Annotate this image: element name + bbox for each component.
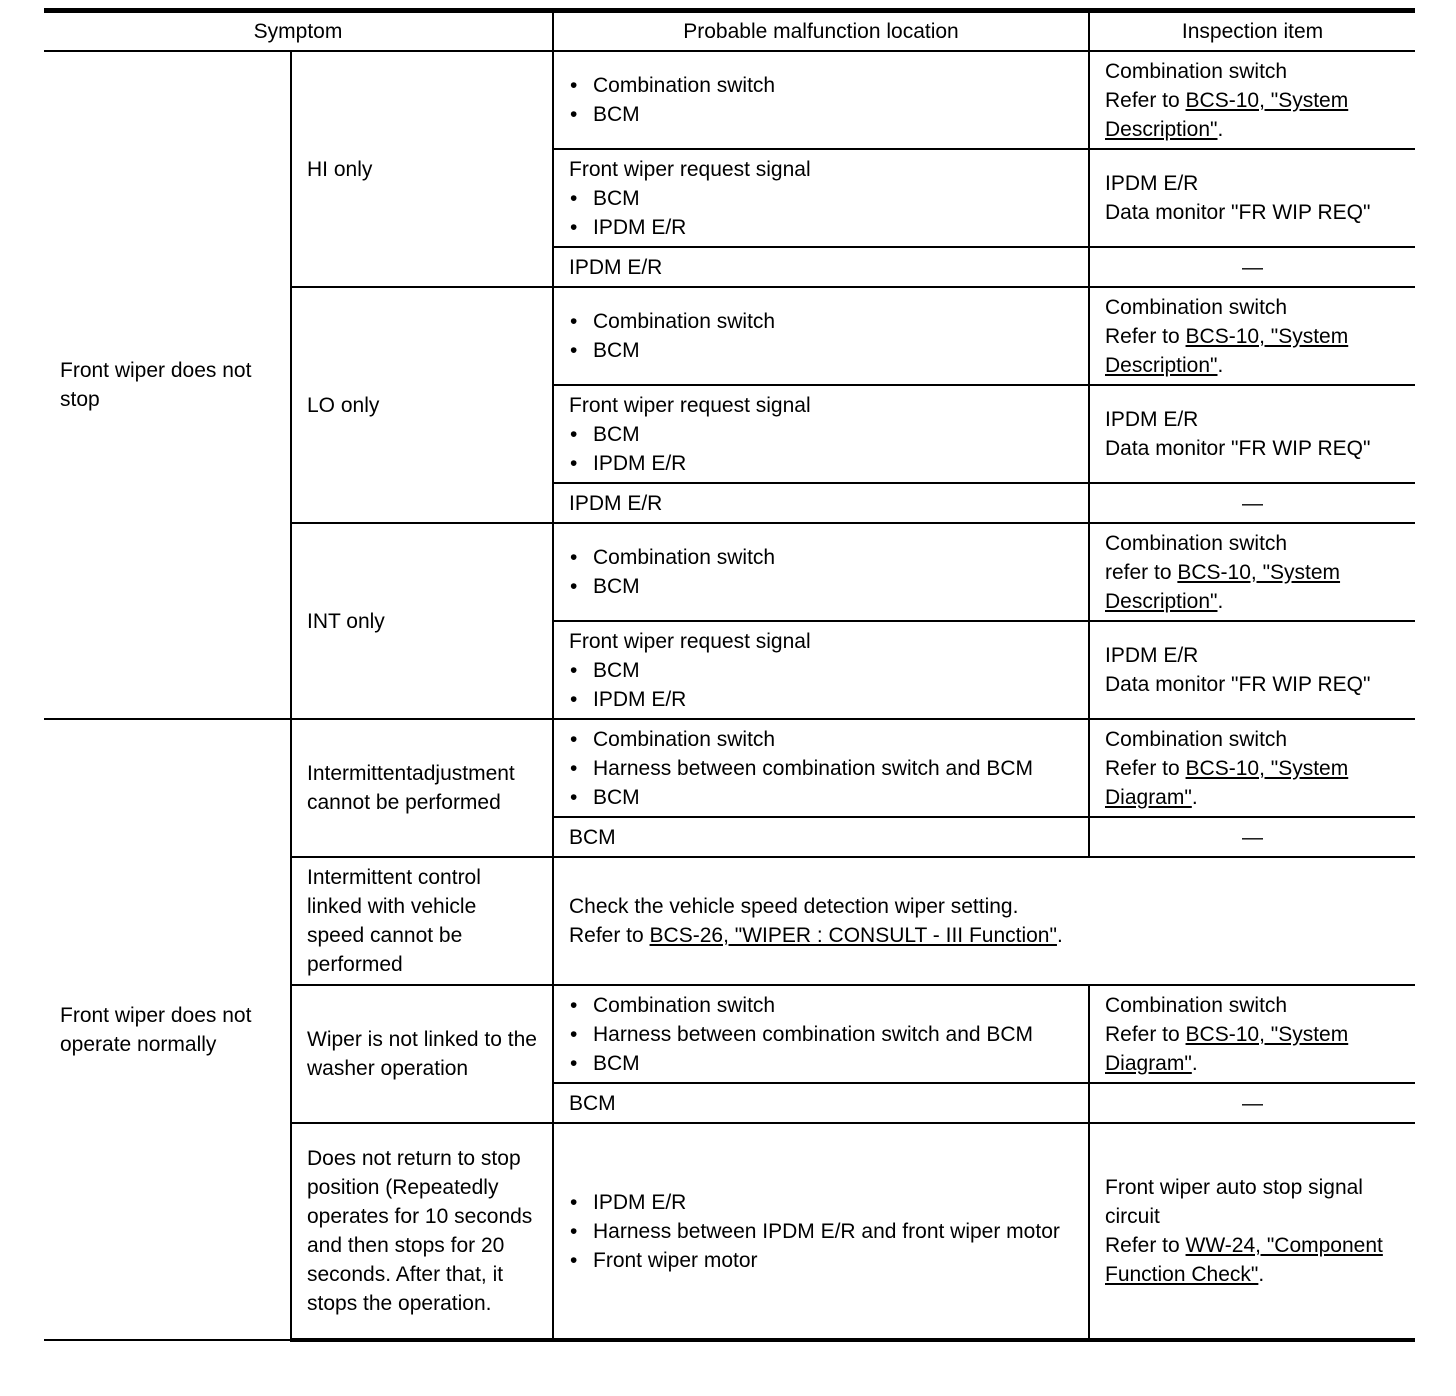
- bullet-item: • IPDM E/R: [569, 1188, 1073, 1217]
- diagnosis-table: [44, 8, 1415, 1342]
- symptom-cell: Front wiper does not stop: [44, 51, 291, 719]
- bullet-item: • IPDM E/R: [569, 685, 1073, 714]
- location-cell: [553, 149, 1089, 247]
- header-row: [44, 11, 1415, 52]
- sub-symptom-cell: Does not return to stop position (Repeatedly operates for 10 seconds and then stops for 20 seconds. After that, it stops the operation.: [291, 1123, 553, 1340]
- suffix-text: .: [1217, 353, 1224, 377]
- inspection-title: Combination switch: [1105, 727, 1288, 751]
- sub-symptom-cell: Intermittent control linked with vehicle speed cannot be performed: [291, 857, 553, 985]
- sub-symptom-cell: HI only: [291, 51, 553, 287]
- bullet-item: • IPDM E/R: [569, 213, 1073, 242]
- location-cell: [553, 51, 1089, 149]
- symptom-cell: Front wiper does not operate normally: [44, 719, 291, 1340]
- bullet-item: • Front wiper motor: [569, 1246, 1073, 1275]
- bullet-item: • Harness between combination switch and BCM: [569, 1020, 1073, 1049]
- refer-text: refer to: [1105, 560, 1178, 584]
- bullet-item: • BCM: [569, 656, 1073, 685]
- inspection-dash: —: [1089, 817, 1415, 857]
- location-cell: [553, 719, 1089, 817]
- bullet-item: • BCM: [569, 783, 1073, 812]
- location-cell: [553, 287, 1089, 385]
- inspection-cell: [1089, 1123, 1415, 1340]
- inspection-cell: [1089, 719, 1415, 817]
- bullet-list: [569, 725, 1073, 812]
- sub-symptom-cell: INT only: [291, 523, 553, 719]
- location-cell: IPDM E/R: [553, 247, 1089, 287]
- location-lead: Front wiper request signal: [569, 629, 811, 653]
- bullet-list: [569, 1188, 1073, 1275]
- suffix-text: .: [1056, 924, 1063, 947]
- refer-text: Refer to: [1105, 324, 1186, 348]
- suffix-text: .: [1191, 785, 1198, 809]
- bullet-item: • Combination switch: [569, 307, 1073, 336]
- location-cell: [553, 523, 1089, 621]
- sub-symptom-cell: Wiper is not linked to the washer operation: [291, 985, 553, 1123]
- refer-text: Refer to: [569, 924, 650, 947]
- inspection-detail: Data monitor "FR WIP REQ": [1105, 673, 1371, 696]
- suffix-text: .: [1217, 589, 1224, 613]
- inspection-cell: [1089, 287, 1415, 385]
- location-cell: BCM: [553, 817, 1089, 857]
- reference-link[interactable]: BCS-10, "System Description": [1105, 324, 1349, 377]
- location-cell: IPDM E/R: [553, 483, 1089, 523]
- inspection-cell: [1089, 523, 1415, 621]
- bullet-list: [569, 991, 1073, 1078]
- refer-text: Refer to: [1105, 1022, 1186, 1046]
- location-lead: Front wiper request signal: [569, 393, 811, 417]
- bullet-item: • BCM: [569, 184, 1073, 213]
- location-cell: [553, 1123, 1089, 1340]
- inspection-cell: [1089, 385, 1415, 483]
- inspection-detail: Data monitor "FR WIP REQ": [1105, 201, 1371, 224]
- inspection-cell: [1089, 621, 1415, 719]
- table-row: [44, 51, 1415, 149]
- refer-text: Refer to: [1105, 1234, 1186, 1257]
- header-symptom: Symptom: [44, 11, 553, 52]
- inspection-cell: [1089, 149, 1415, 247]
- location-lead: Front wiper request signal: [569, 157, 811, 181]
- refer-text: Refer to: [1105, 756, 1186, 780]
- header-probable-location: Probable malfunction location: [553, 11, 1089, 52]
- bullet-item: • Harness between IPDM E/R and front wiper motor: [569, 1217, 1073, 1246]
- bullet-list: [569, 184, 1073, 242]
- inspection-title: IPDM E/R: [1105, 408, 1199, 431]
- bullet-item: • Combination switch: [569, 71, 1073, 100]
- reference-link[interactable]: BCS-10, "System Description": [1105, 88, 1349, 141]
- header-inspection-item: Inspection item: [1089, 11, 1415, 52]
- bullet-item: • BCM: [569, 572, 1073, 601]
- merged-info-cell: [553, 857, 1415, 985]
- bullet-list: [569, 71, 1073, 129]
- inspection-title: IPDM E/R: [1105, 644, 1199, 667]
- bullet-list: [569, 543, 1073, 601]
- bullet-item: • BCM: [569, 336, 1073, 365]
- reference-link[interactable]: BCS-10, "System Diagram": [1105, 756, 1349, 809]
- location-cell: [553, 985, 1089, 1083]
- inspection-title: IPDM E/R: [1105, 172, 1199, 195]
- location-cell: BCM: [553, 1083, 1089, 1123]
- reference-link[interactable]: BCS-26, "WIPER : CONSULT - III Function": [649, 924, 1057, 947]
- bullet-item: • IPDM E/R: [569, 449, 1073, 478]
- inspection-title: Combination switch: [1105, 993, 1288, 1017]
- bullet-list: [569, 420, 1073, 478]
- bullet-item: • BCM: [569, 100, 1073, 129]
- inspection-title: Front wiper auto stop signal circuit: [1105, 1176, 1363, 1228]
- bullet-item: • Combination switch: [569, 991, 1073, 1020]
- bullet-item: • Harness between combination switch and BCM: [569, 754, 1073, 783]
- suffix-text: .: [1217, 117, 1224, 141]
- sub-symptom-cell: LO only: [291, 287, 553, 523]
- inspection-cell: [1089, 51, 1415, 149]
- inspection-title: Combination switch: [1105, 295, 1288, 319]
- bullet-item: • Combination switch: [569, 543, 1073, 572]
- bullet-list: [569, 307, 1073, 365]
- inspection-cell: [1089, 985, 1415, 1083]
- bullet-item: • BCM: [569, 420, 1073, 449]
- bullet-item: • BCM: [569, 1049, 1073, 1078]
- bullet-item: • Combination switch: [569, 725, 1073, 754]
- reference-link[interactable]: WW-24, "Component Function Check": [1105, 1234, 1383, 1286]
- location-cell: [553, 385, 1089, 483]
- table-row: [44, 719, 1415, 817]
- inspection-title: Combination switch: [1105, 531, 1288, 555]
- inspection-dash: —: [1089, 483, 1415, 523]
- inspection-detail: Data monitor "FR WIP REQ": [1105, 437, 1371, 460]
- reference-link[interactable]: BCS-10, "System Description": [1105, 560, 1341, 613]
- refer-text: Refer to: [1105, 88, 1186, 112]
- reference-link[interactable]: BCS-10, "System Diagram": [1105, 1022, 1349, 1075]
- sub-symptom-cell: Intermittentadjustment cannot be performed: [291, 719, 553, 857]
- suffix-text: .: [1258, 1263, 1265, 1286]
- bullet-list: [569, 656, 1073, 714]
- inspection-dash: —: [1089, 247, 1415, 287]
- suffix-text: .: [1191, 1051, 1198, 1075]
- inspection-dash: —: [1089, 1083, 1415, 1123]
- info-line: Check the vehicle speed detection wiper setting.: [569, 895, 1019, 918]
- location-cell: [553, 621, 1089, 719]
- inspection-title: Combination switch: [1105, 59, 1288, 83]
